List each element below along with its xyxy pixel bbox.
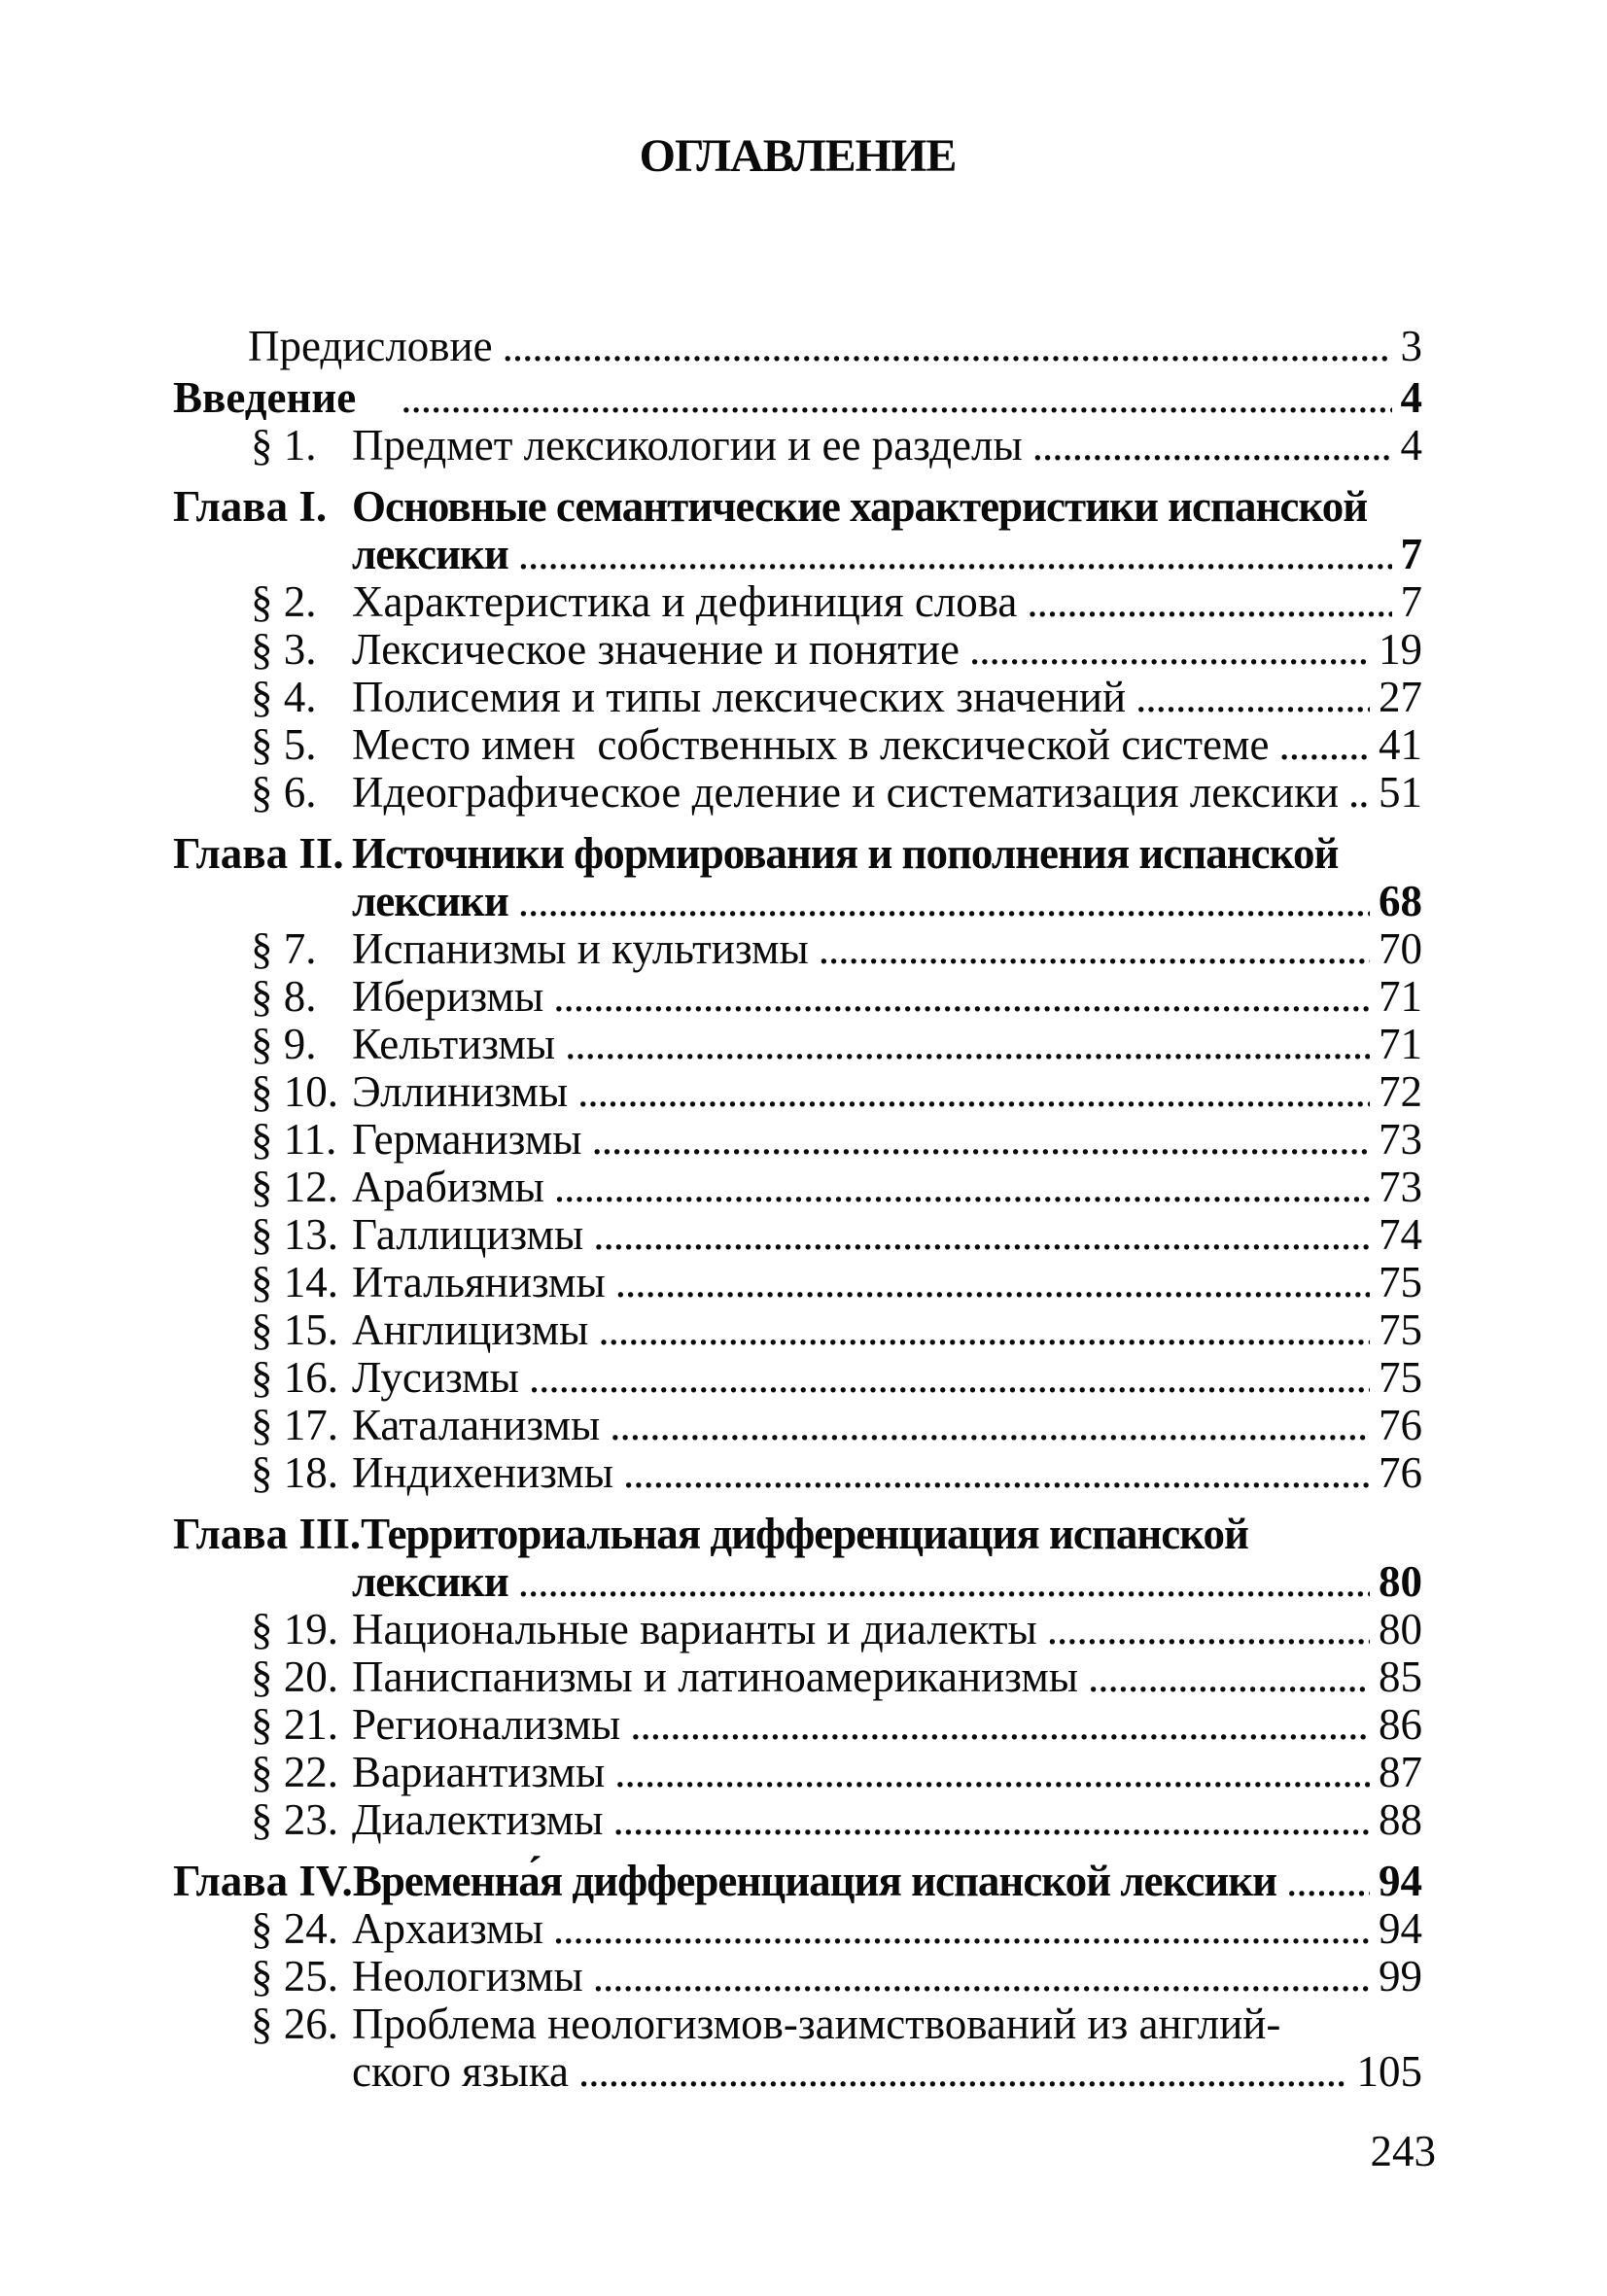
toc-row bbox=[173, 1606, 1422, 1653]
toc-entry-label: § 21. bbox=[251, 1700, 338, 1749]
toc-entry-title: Временна́я дифференциация испанской лексики bbox=[352, 1857, 1277, 1905]
toc-entry-title: Характеристика и дефиниция слова bbox=[352, 577, 1018, 626]
toc-entry-title: Каталанизмы bbox=[352, 1401, 601, 1449]
toc-entry-page: 68 bbox=[1379, 877, 1422, 925]
toc-entry-label: § 9. bbox=[251, 1020, 317, 1068]
toc-row bbox=[173, 483, 1422, 531]
toc-entry-page: 76 bbox=[1379, 1401, 1422, 1449]
dot-leader bbox=[610, 1402, 1370, 1449]
toc-entry-title: Идеографическое деление и систематизация лексики bbox=[352, 768, 1340, 817]
toc-row bbox=[173, 1354, 1422, 1402]
toc-row bbox=[173, 531, 1422, 578]
toc-entry-page: 19 bbox=[1379, 625, 1422, 674]
toc-entry-title: Испанизмы и культизмы bbox=[352, 924, 809, 973]
dot-leader bbox=[614, 1749, 1370, 1796]
toc-entry-page: 99 bbox=[1379, 1952, 1422, 2000]
toc-entry-title: Эллинизмы bbox=[352, 1067, 569, 1116]
toc-entry-title: лексики bbox=[352, 877, 508, 925]
toc-row bbox=[173, 769, 1422, 817]
toc-entry-title: Источники формирования и пополнения испанской bbox=[352, 829, 1339, 878]
dot-leader bbox=[969, 626, 1370, 674]
dot-leader bbox=[593, 1953, 1370, 2000]
toc-row bbox=[173, 1068, 1422, 1116]
toc-entry-title: Паниспанизмы и латиноамериканизмы bbox=[352, 1652, 1079, 1701]
dot-leader bbox=[612, 1796, 1370, 1844]
toc-row bbox=[173, 721, 1422, 769]
toc-entry-page: 105 bbox=[1356, 2047, 1422, 2096]
toc-entry-label: Глава III. bbox=[173, 1510, 362, 1558]
dot-leader bbox=[554, 1164, 1370, 1211]
toc-entry-title: Регионализмы bbox=[352, 1700, 621, 1749]
dot-leader bbox=[1278, 721, 1370, 769]
toc-entry-title: Англицизмы bbox=[352, 1305, 589, 1354]
dot-leader bbox=[1047, 1606, 1370, 1653]
toc-entry-title: Неологизмы bbox=[352, 1952, 583, 2000]
dot-leader bbox=[1027, 578, 1391, 626]
toc-entry-label: § 8. bbox=[251, 972, 317, 1021]
toc-row bbox=[173, 1558, 1422, 1606]
toc-row bbox=[173, 973, 1422, 1021]
dot-leader bbox=[819, 925, 1370, 973]
toc-entry-title: Лусизмы bbox=[352, 1353, 519, 1402]
toc-row bbox=[173, 830, 1422, 878]
dot-leader bbox=[615, 1259, 1370, 1306]
dot-leader bbox=[1088, 1653, 1370, 1701]
dot-leader bbox=[503, 323, 1392, 370]
toc-entry-page: 71 bbox=[1379, 972, 1422, 1021]
toc-entry-label: § 6. bbox=[251, 768, 317, 817]
toc-row bbox=[173, 1953, 1422, 2000]
toc-entry-page: 51 bbox=[1379, 768, 1422, 817]
toc-entry-title: Основные семантические характеристики испанской bbox=[352, 482, 1368, 531]
toc-entry-title: Территориальная дифференциация испанской bbox=[361, 1510, 1248, 1558]
dot-leader bbox=[623, 1449, 1370, 1497]
toc-entry-title: Индихенизмы bbox=[352, 1448, 613, 1497]
dot-leader bbox=[401, 374, 1391, 422]
toc-entry-title: Арабизмы bbox=[352, 1163, 544, 1211]
toc-row bbox=[173, 1259, 1422, 1306]
toc-entry-label: § 11. bbox=[251, 1115, 337, 1164]
toc-entry-label: Глава II. bbox=[173, 829, 344, 878]
toc-entry-label: § 20. bbox=[251, 1652, 338, 1701]
toc-row bbox=[173, 1164, 1422, 1211]
toc-entry-page: 41 bbox=[1379, 720, 1422, 769]
toc-entry-page: 72 bbox=[1379, 1067, 1422, 1116]
toc-list bbox=[173, 323, 1422, 2096]
toc-entry-title: ского языка bbox=[352, 2047, 570, 2096]
toc-entry-title: Предмет лексикологии и ее разделы bbox=[352, 421, 1023, 470]
toc-entry-page: 7 bbox=[1400, 577, 1422, 626]
toc-row bbox=[173, 1511, 1422, 1558]
toc-entry-title: Кельтизмы bbox=[352, 1020, 556, 1068]
toc-entry-label: § 22. bbox=[251, 1748, 338, 1796]
toc-row bbox=[173, 1653, 1422, 1701]
toc-entry-title: Национальные варианты и диалекты bbox=[352, 1605, 1037, 1653]
toc-row bbox=[173, 1858, 1422, 1905]
toc-row bbox=[173, 1402, 1422, 1449]
dot-leader bbox=[565, 1021, 1370, 1068]
toc-entry-label: § 3. bbox=[251, 625, 317, 674]
toc-entry-title: Введение bbox=[173, 373, 357, 422]
toc-entry-label: § 23. bbox=[251, 1795, 338, 1844]
toc-row bbox=[173, 323, 1422, 370]
dot-leader bbox=[593, 1211, 1370, 1259]
toc-entry-title: Германизмы bbox=[352, 1115, 582, 1164]
toc-entry-label: § 4. bbox=[251, 673, 317, 721]
toc-entry-label: § 17. bbox=[251, 1401, 338, 1449]
toc-entry-label: § 15. bbox=[251, 1305, 338, 1354]
toc-entry-title: Архаизмы bbox=[352, 1904, 543, 1953]
toc-entry-label: § 5. bbox=[251, 720, 317, 769]
dot-leader bbox=[592, 1116, 1370, 1164]
toc-entry-page: 94 bbox=[1379, 1904, 1422, 1953]
toc-row bbox=[173, 1116, 1422, 1164]
toc-row bbox=[173, 674, 1422, 721]
toc-entry-title: лексики bbox=[352, 530, 508, 578]
toc-entry-title: лексики bbox=[352, 1557, 508, 1606]
toc-row bbox=[173, 1796, 1422, 1844]
toc-row bbox=[173, 1749, 1422, 1796]
toc-entry-label: § 25. bbox=[251, 1952, 338, 2000]
toc-entry-title: Предисловие bbox=[248, 322, 493, 370]
toc-entry-label: § 12. bbox=[251, 1163, 338, 1211]
toc-entry-label: § 2. bbox=[251, 577, 317, 626]
toc-row bbox=[173, 626, 1422, 674]
toc-entry-title: Место имен собственных в лексической системе bbox=[352, 720, 1270, 769]
dot-leader bbox=[553, 973, 1370, 1021]
toc-row bbox=[173, 1306, 1422, 1354]
toc-entry-label: § 19. bbox=[251, 1605, 338, 1653]
toc-entry-title: Полисемия и типы лексических значений bbox=[352, 673, 1127, 721]
toc-entry-title: Галлицизмы bbox=[352, 1210, 584, 1259]
toc-entry-page: 87 bbox=[1379, 1748, 1422, 1796]
toc-entry-page: 73 bbox=[1379, 1163, 1422, 1211]
toc-entry-page: 4 bbox=[1400, 373, 1422, 422]
toc-row bbox=[173, 578, 1422, 626]
toc-entry-page: 75 bbox=[1379, 1353, 1422, 1402]
dot-leader bbox=[529, 1354, 1370, 1402]
toc-entry-page: 75 bbox=[1379, 1305, 1422, 1354]
page-title: ОГЛАВЛЕНИЕ bbox=[639, 130, 957, 182]
toc-entry-label: § 1. bbox=[251, 421, 317, 470]
toc-entry-label: § 10. bbox=[251, 1067, 338, 1116]
toc-row bbox=[173, 1211, 1422, 1259]
dot-leader bbox=[518, 1558, 1370, 1606]
toc-entry-page: 70 bbox=[1379, 924, 1422, 973]
toc-entry-page: 94 bbox=[1379, 1857, 1422, 1905]
toc-entry-label: § 18. bbox=[251, 1448, 338, 1497]
dot-leader bbox=[553, 1905, 1370, 1953]
toc-entry-page: 80 bbox=[1379, 1557, 1422, 1606]
toc-entry-page: 88 bbox=[1379, 1795, 1422, 1844]
toc-row bbox=[173, 1701, 1422, 1749]
toc-entry-title: Иберизмы bbox=[352, 972, 544, 1021]
toc-entry-title: Вариантизмы bbox=[352, 1748, 606, 1796]
dot-leader bbox=[1348, 769, 1370, 817]
toc-row bbox=[173, 374, 1422, 422]
toc-entry-label: § 7. bbox=[251, 924, 317, 973]
dot-leader bbox=[1135, 674, 1370, 721]
dot-leader bbox=[578, 2048, 1347, 2096]
toc-entry-page: 86 bbox=[1379, 1700, 1422, 1749]
toc-entry-page: 71 bbox=[1379, 1020, 1422, 1068]
dot-leader bbox=[518, 531, 1392, 578]
toc-entry-label: § 13. bbox=[251, 1210, 338, 1259]
dot-leader bbox=[630, 1701, 1370, 1749]
toc-entry-label: § 26. bbox=[251, 2000, 338, 2048]
dot-leader bbox=[577, 1068, 1370, 1116]
toc-entry-page: 85 bbox=[1379, 1652, 1422, 1701]
toc-row bbox=[173, 925, 1422, 973]
toc-entry-page: 76 bbox=[1379, 1448, 1422, 1497]
toc-entry-title: Итальянизмы bbox=[352, 1258, 606, 1306]
toc-row bbox=[173, 2048, 1422, 2096]
toc-entry-title: Проблема неологизмов-заимствований из англий- bbox=[352, 2000, 1281, 2048]
dot-leader bbox=[518, 878, 1370, 925]
toc-entry-page: 75 bbox=[1379, 1258, 1422, 1306]
toc-row bbox=[173, 1905, 1422, 1953]
toc-entry-title: Диалектизмы bbox=[352, 1795, 604, 1844]
toc-entry-label: § 14. bbox=[251, 1258, 338, 1306]
toc-row bbox=[173, 878, 1422, 925]
toc-entry-title: Лексическое значение и понятие bbox=[352, 625, 960, 674]
dot-leader bbox=[1032, 422, 1392, 470]
toc-entry-page: 27 bbox=[1379, 673, 1422, 721]
toc-row bbox=[173, 1021, 1422, 1068]
toc-entry-label: § 24. bbox=[251, 1904, 338, 1953]
toc-entry-page: 74 bbox=[1379, 1210, 1422, 1259]
toc-entry-page: 4 bbox=[1400, 421, 1422, 470]
page-number: 243 bbox=[1370, 2127, 1436, 2175]
toc-row bbox=[173, 422, 1422, 470]
toc-entry-page: 3 bbox=[1400, 322, 1422, 370]
toc-entry-page: 73 bbox=[1379, 1115, 1422, 1164]
toc-row bbox=[173, 1449, 1422, 1497]
toc-entry-page: 80 bbox=[1379, 1605, 1422, 1653]
toc-entry-label: Глава IV. bbox=[173, 1857, 353, 1905]
toc-entry-label: § 16. bbox=[251, 1353, 338, 1402]
dot-leader bbox=[598, 1306, 1370, 1354]
toc-entry-page: 7 bbox=[1400, 530, 1422, 578]
toc-row bbox=[173, 2000, 1422, 2048]
dot-leader bbox=[1286, 1858, 1370, 1905]
toc-entry-label: Глава I. bbox=[173, 482, 328, 531]
